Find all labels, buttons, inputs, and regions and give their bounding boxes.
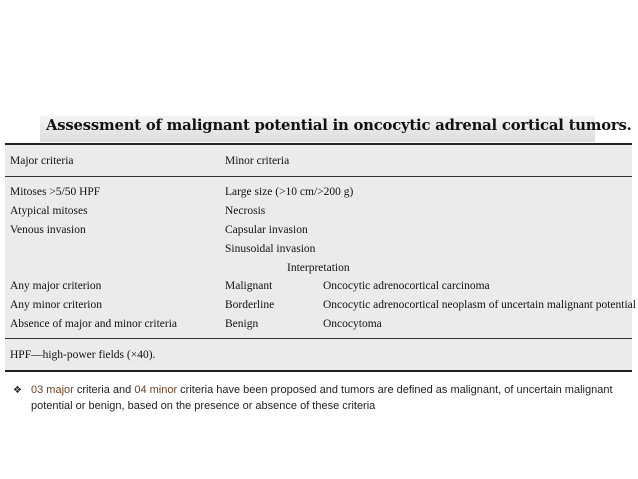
interpretation-category: Benign (225, 318, 259, 330)
footnote-divider (5, 338, 632, 339)
interpretation-criteria: Any minor criterion (10, 299, 102, 311)
table-footnote: HPF—high-power fields (×40). (10, 349, 156, 361)
interpretation-diagnosis: Oncocytic adrenocortical neoplasm of uncertain malignant potential (323, 299, 636, 311)
note-text: criteria and (73, 384, 135, 396)
minor-criteria-header: Minor criteria (225, 155, 290, 167)
interpretation-diagnosis: Oncocytoma (323, 318, 382, 330)
criteria-table (5, 143, 636, 372)
minor-criterion-item: Necrosis (225, 205, 266, 217)
minor-criterion-item: Capsular invasion (225, 224, 308, 236)
major-criterion-item: Atypical mitoses (10, 205, 88, 217)
table-title: Assessment of malignant potential in oncocytic adrenal cortical tumors. (46, 117, 632, 134)
interpretation-criteria: Any major criterion (10, 280, 102, 292)
diamond-bullet-icon: ❖ (13, 385, 22, 396)
minor-count: 04 minor (134, 384, 178, 396)
minor-criterion-item: Large size (>10 cm/>200 g) (225, 186, 354, 198)
interpretation-header: Interpretation (287, 262, 350, 274)
major-count: 03 major (31, 384, 74, 396)
interpretation-category: Malignant (225, 280, 273, 292)
interpretation-criteria: Absence of major and minor criteria (10, 318, 178, 330)
note-text: criteria have been proposed and tumors are defined as malignant, of uncertain malignant potential or benign, based on the presence or absence of these criteria (31, 384, 613, 412)
summary-note (31, 382, 621, 414)
major-criterion-item: Venous invasion (10, 224, 86, 236)
major-criteria-header: Major criteria (10, 155, 74, 167)
interpretation-diagnosis: Oncocytic adrenocortical carcinoma (323, 280, 490, 292)
header-divider (5, 176, 632, 177)
minor-criterion-item: Sinusoidal invasion (225, 243, 316, 255)
major-criterion-item: Mitoses >5/50 HPF (10, 186, 101, 198)
interpretation-category: Borderline (225, 299, 275, 311)
